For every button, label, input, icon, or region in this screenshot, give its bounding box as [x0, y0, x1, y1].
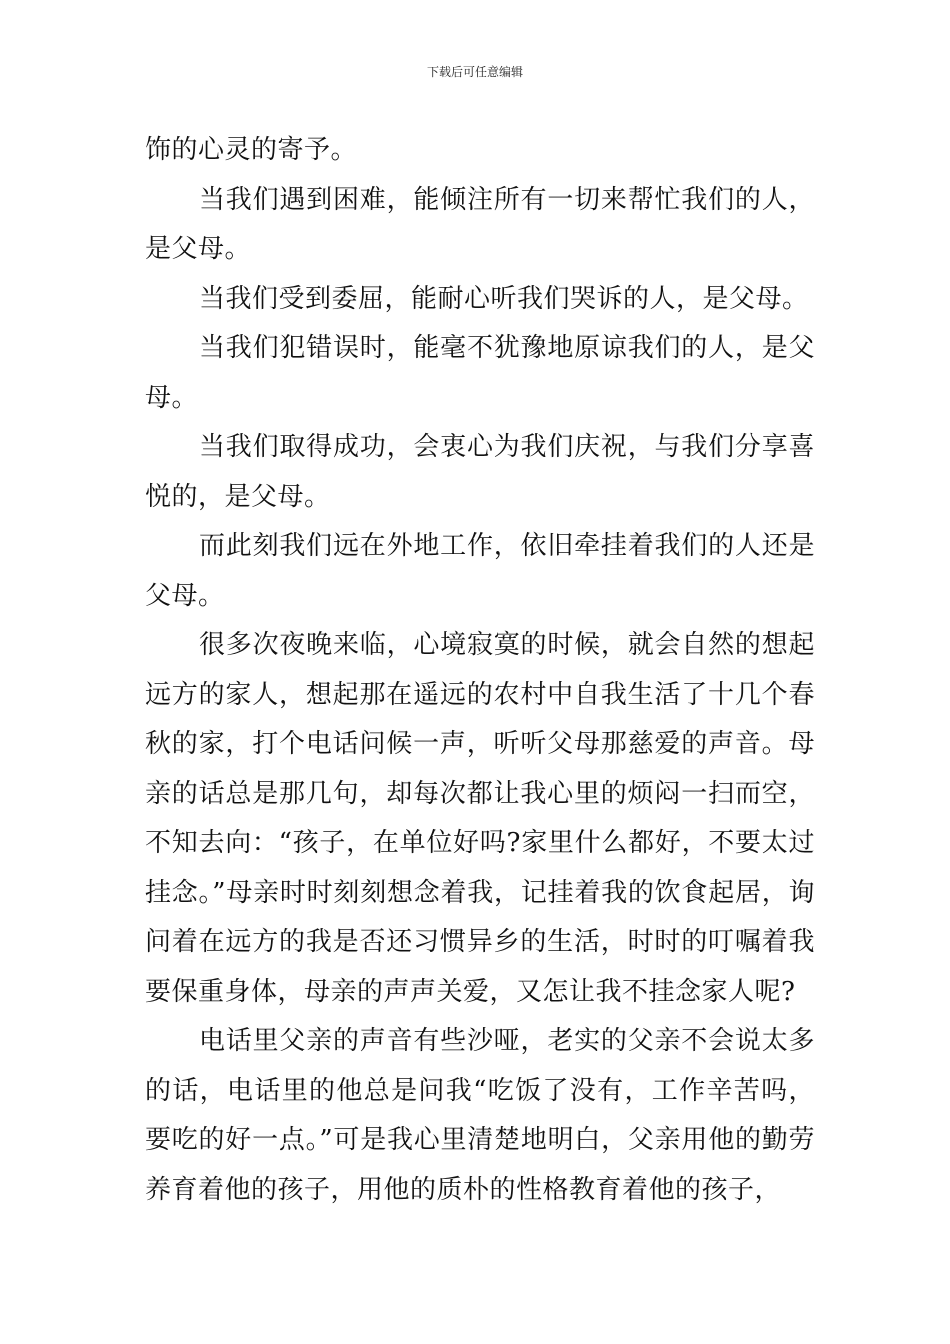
paragraph-continued: 饰的心灵的寄予。	[145, 135, 358, 165]
page-header: 下载后可任意编辑	[426, 65, 523, 79]
paragraph: 很多次夜晚来临，心境寂寞的时候，就会自然的想起远方的家人，想起那在遥远的农村中自我生活了十几个春秋的家，打个电话问候一声，听听父母那慈爱的声音。母亲的话总是那几句，却每次都让我心里的烦闷一扫而空，不知去向：“孩子，在单位好吗?家里什么都好，不要太过挂念。”母亲时时刻刻想念着我，记挂着我的饮食起居，询问着在远方的我是否还习惯异乡的生活，时时的叮嘱着我要保重身体，母亲的声声关爱，又怎让我不挂念家人呢?	[145, 630, 815, 1007]
document-body	[145, 126, 815, 1215]
paragraph: 当我们遇到困难，能倾注所有一切来帮忙我们的人，是父母。	[145, 184, 815, 264]
paragraph: 当我们受到委屈，能耐心听我们哭诉的人，是父母。	[199, 283, 809, 314]
paragraph: 而此刻我们远在外地工作，依旧牵挂着我们的人还是父母。	[145, 531, 815, 611]
paragraph: 当我们犯错误时，能毫不犹豫地原谅我们的人，是父母。	[145, 333, 815, 413]
paragraph: 当我们取得成功，会衷心为我们庆祝，与我们分享喜悦的，是父母。	[145, 432, 815, 512]
paragraph: 电话里父亲的声音有些沙哑，老实的父亲不会说太多的话，电话里的他总是问我“吃饭了没有，工作辛苦吗，要吃的好一点。”可是我心里清楚地明白，父亲用他的勤劳养育着他的孩子，用他的质朴的性格教育着他的孩子，	[145, 1026, 815, 1205]
